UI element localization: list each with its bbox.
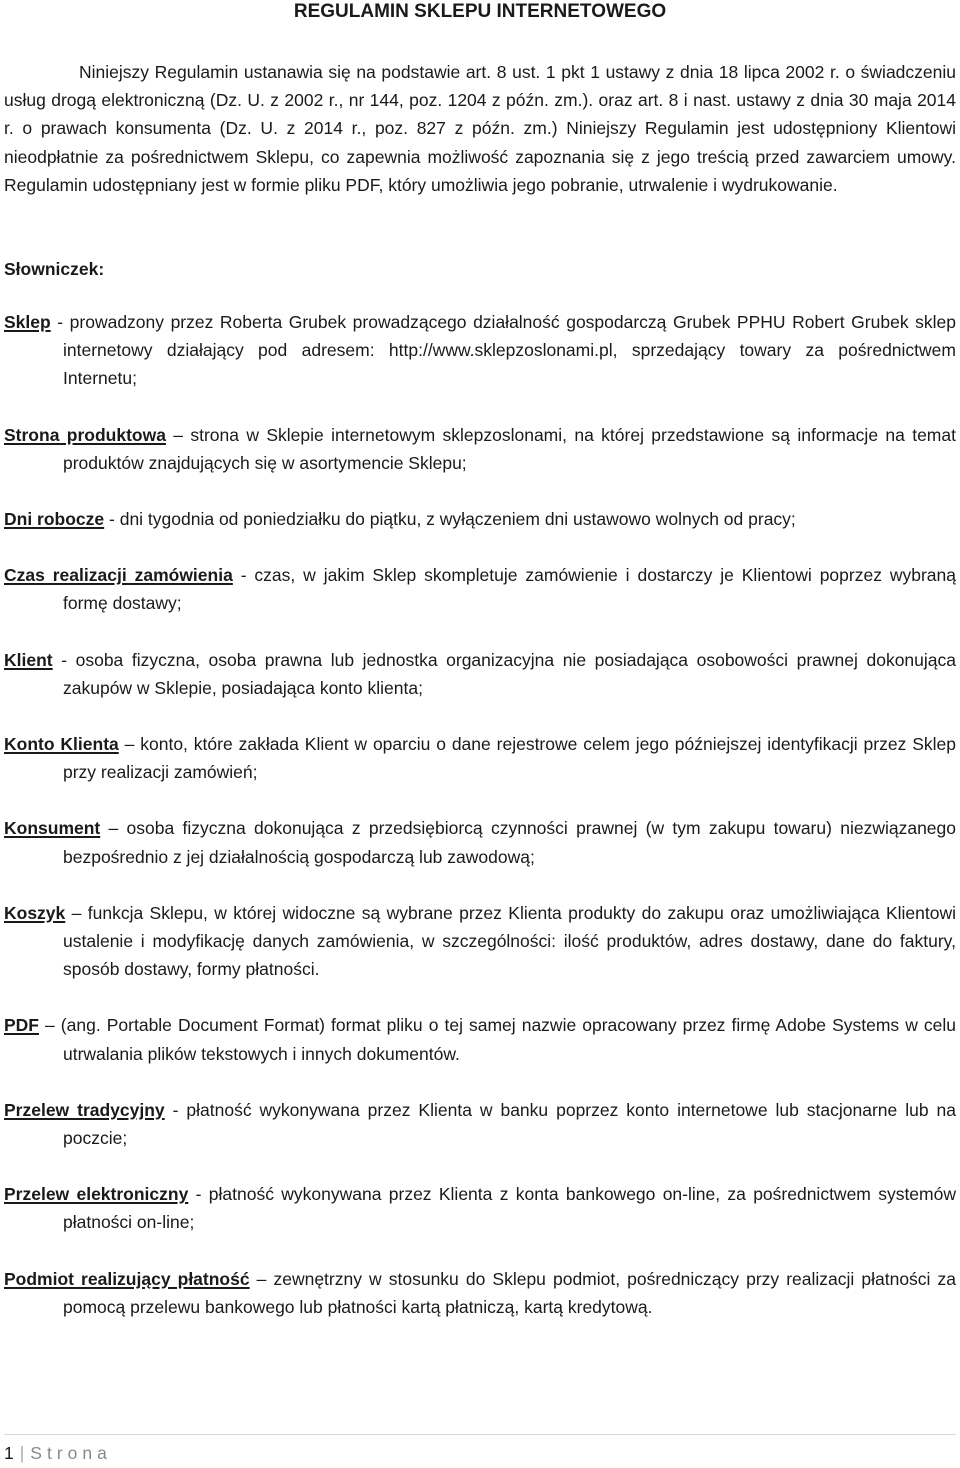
footer-separator: | (19, 1443, 25, 1463)
glossary-term: Koszyk (4, 902, 66, 923)
glossary-entry (4, 1096, 956, 1152)
glossary-definition: - płatność wykonywana przez Klienta w banku poprzez konto internetowe lub stacjonarne lub na poczcie; (63, 1099, 956, 1149)
glossary-term: Strona produktowa (4, 424, 166, 445)
glossary-entry (4, 814, 956, 870)
glossary-heading: Słowniczek: (4, 259, 105, 279)
glossary-definition: - dni tygodnia od poniedziałku do piątku, z wyłączeniem dni ustawowo wolnych od pracy; (104, 509, 796, 530)
glossary-list (4, 308, 956, 1349)
glossary-entry (4, 421, 956, 477)
glossary-entry (4, 730, 956, 786)
glossary-term: Dni robocze (4, 509, 105, 530)
glossary-definition: – konto, które zakłada Klient w oparciu o dane rejestrowe celem jego późniejszej identyfikacji przez Sklep przy realizacji zamówień; (63, 734, 956, 783)
glossary-term: Podmiot realizujący płatność (4, 1268, 250, 1289)
glossary-term: Konto Klienta (4, 734, 119, 755)
glossary-definition: – zewnętrzny w stosunku do Sklepu podmiot, pośredniczący przy realizacji płatności za pomocą przelewu bankowego lub płatności kartą płatniczą, kartą kredytową. (63, 1268, 956, 1317)
glossary-term: Konsument (4, 818, 101, 839)
glossary-term: Czas realizacji zamówienia (4, 565, 233, 586)
glossary-definition: - osoba fizyczna, osoba prawna lub jednostka organizacyjna nie posiadająca osobowości prawnej dokonująca zakupów w Sklepie, posiadająca konto klienta; (52, 649, 956, 698)
footer-divider (4, 1434, 956, 1435)
glossary-term: Przelew elektroniczny (4, 1184, 189, 1205)
glossary-entry (4, 1180, 956, 1236)
glossary-term: Przelew tradycyjny (4, 1099, 165, 1120)
glossary-definition: - płatność wykonywana przez Klienta z konta bankowego on-line, za pośrednictwem systemów płatności on-line; (63, 1184, 956, 1233)
page-number: 1 (4, 1443, 14, 1463)
intro-paragraph: Niniejszy Regulamin ustanawia się na podstawie art. 8 ust. 1 pkt 1 ustawy z dnia 18 lipca 2002 r. o świadczeniu usług drogą elektroniczną (Dz. U. z 2002 r., nr 144, poz. 1204 z późn. zm.). oraz art. 8 i nast. ustawy z dnia 30 maja 2014 r. o prawach konsumenta (Dz. U. z 2014 r., poz. 827 z późn. zm.) Niniejszy Regulamin jest udostępniony Klientowi nieodpłatnie za pośrednictwem Sklepu, co zapewnia możliwość zapoznania się z jego treścią przed zawarciem umowy. Regulamin udostępniany jest w formie pliku PDF, który umożliwia jego pobranie, utrwalenie i wydrukowanie. (4, 62, 956, 195)
glossary-definition: – funkcja Sklepu, w której widoczne są wybrane przez Klienta produkty do zakupu oraz umożliwiająca Klientowi ustalenie i modyfikację danych zamówienia, w szczególności: ilość produktów, adres dostawy, dane do faktury, sposób dostawy, formy płatności. (63, 902, 956, 980)
glossary-entry (4, 1011, 956, 1067)
glossary-entry (4, 1265, 956, 1321)
glossary-definition: – strona w Sklepie internetowym sklepzoslonami, na której przedstawione są informacje na temat produktów znajdujących się w asortymencie Sklepu; (63, 424, 956, 473)
glossary-entry (4, 308, 956, 393)
glossary-entry (4, 646, 956, 702)
page-word: Strona (30, 1443, 112, 1463)
glossary-definition: – (ang. Portable Document Format) format pliku o tej samej nazwie opracowany przez firmę Adobe Systems w celu utrwalania plików tekstowych i innych dokumentów. (39, 1015, 956, 1064)
glossary-definition: - czas, w jakim Sklep skompletuje zamówienie i dostarczy je Klientowi poprzez wybraną formę dostawy; (63, 565, 956, 614)
page-footer (4, 1442, 112, 1464)
glossary-term: Klient (4, 649, 53, 670)
glossary-term: PDF (4, 1015, 39, 1036)
glossary-definition: - prowadzony przez Roberta Grubek prowadzącego działalność gospodarczą Grubek PPHU Robert Grubek sklep internetowy działający pod adresem: http://www.sklepzoslonami.pl, sprzedający towary za pośrednictwem Internetu; (50, 312, 956, 389)
glossary-definition: – osoba fizyczna dokonująca z przedsiębiorcą czynności prawnej (w tym zakupu towaru) niezwiązanego bezpośrednio z jej działalnością gospodarczą lub zawodową; (63, 818, 956, 867)
glossary-entry (4, 505, 956, 533)
document-title: REGULAMIN SKLEPU INTERNETOWEGO (293, 1, 667, 22)
glossary-entry (4, 899, 956, 984)
glossary-entry (4, 561, 956, 617)
glossary-term: Sklep (4, 312, 51, 332)
